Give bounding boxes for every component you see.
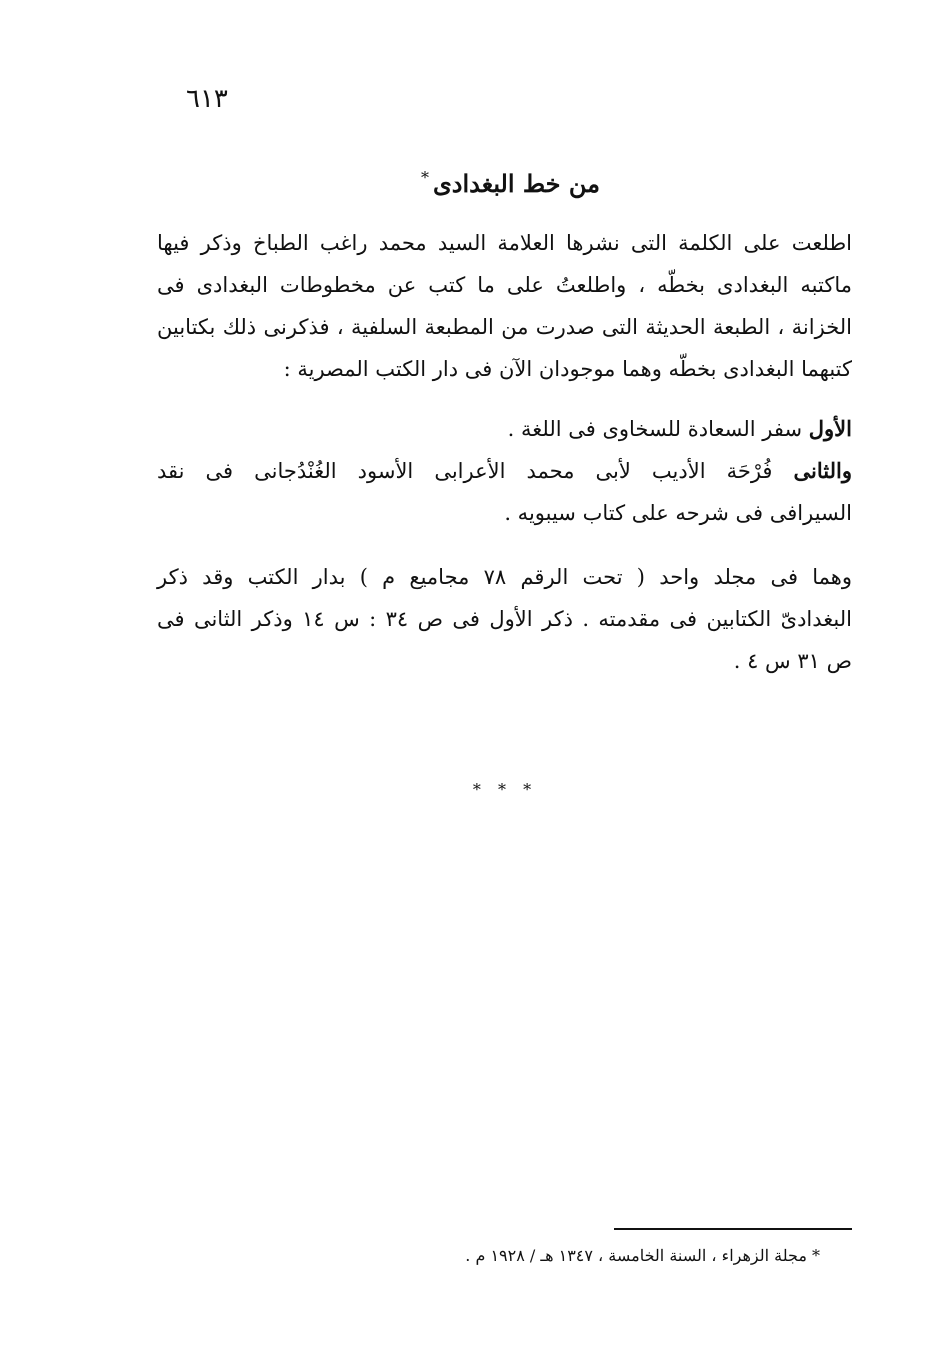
item-text-first: سفر السعادة للسخاوى فى اللغة . <box>507 417 803 441</box>
list-item-second <box>157 450 852 492</box>
item-label-first: الأول <box>808 416 852 441</box>
paragraph-line: وهما فى مجلد واحد ( تحت الرقم ٧٨ مجاميع م ) بدار الكتب وقد ذكر <box>157 565 853 589</box>
paragraph-intro <box>157 222 852 390</box>
paragraph-line: ص ٣١ س ٤ . <box>733 649 852 673</box>
paragraph-line: كتبهما البغدادى بخطّه وهما موجودان الآن فى دار الكتب المصرية : <box>283 357 852 381</box>
paragraph-line: البغدادىّ الكتابين فى مقدمته . ذكر الأول فى ص ٣٤ : س ١٤ وذكر الثانى فى <box>157 607 852 631</box>
item-label-second: والثانى <box>793 458 852 483</box>
article-heading <box>300 168 600 198</box>
paragraph-location <box>157 556 852 682</box>
page-number: ٦١٣ <box>186 84 228 114</box>
footnote: * مجلة الزهراء ، السنة الخامسة ، ١٣٤٧ هـ / ١٩٢٨ م . <box>465 1246 820 1265</box>
footnote-marker: * <box>421 168 429 187</box>
section-separator: * * * <box>472 780 538 799</box>
paragraph-line: ماكتبه البغدادى بخطّه ، واطلعتُ على ما كتب عن مخطوطات البغدادى فى <box>157 273 852 297</box>
book-list <box>157 408 852 534</box>
list-item-second-continuation: السيرافى فى شرحه على كتاب سيبويه . <box>504 501 852 525</box>
paragraph-line: اطلعت على الكلمة التى نشرها العلامة السيد محمد راغب الطباخ وذكر فيها <box>157 231 852 255</box>
heading-title: من خط البغدادى <box>433 169 600 198</box>
footnote-divider <box>614 1228 852 1230</box>
list-item-first <box>157 408 852 450</box>
item-text-second: فُرْحَة الأديب لأبى محمد الأعرابى الأسود الغُنْدُجانى فى نقد <box>157 459 773 483</box>
paragraph-line: الخزانة ، الطبعة الحديثة التى صدرت من المطبعة السلفية ، فذكرنى ذلك بكتابين <box>157 315 852 339</box>
